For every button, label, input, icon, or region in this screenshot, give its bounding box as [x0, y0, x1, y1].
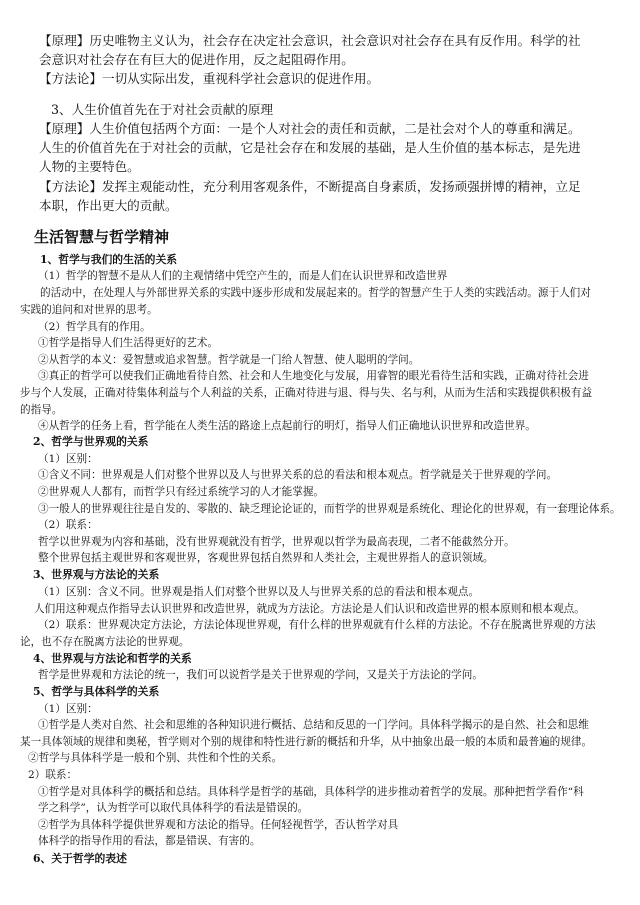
section-heading-2: 2、哲学与世界观的关系 [33, 435, 149, 448]
sec3-line-5: 本职，作出更大的贡献。 [39, 198, 178, 213]
body-line: 学之科学”，认为哲学可以取代具体科学的看法是错误的。 [38, 802, 309, 814]
body-line: ①哲学是对具体科学的概括和总结。具体科学是哲学的基础，具体科学的进步推动着哲学的发展。那种把哲学看作“科 [38, 786, 584, 798]
sec3-line-4: 【方法论】发挥主观能动性，充分利用客观条件，不断提高自身素质，发扬顽强拼博的精神，立足 [39, 179, 581, 194]
body-line: 步与个人发展，正确对待集体利益与个人利益的关系，正确对待进与退、得与失、名与利，从而为生活和实践提供积极有益 [20, 387, 593, 399]
section-heading-1: 1、哲学与我们的生活的关系 [40, 253, 178, 266]
body-line: 哲学是世界观和方法论的统一，我们可以说哲学是关于世界观的学问，又是关于方法论的学问。 [38, 669, 483, 681]
sec3-line-1: 【原理】人生价值包括两个方面：一是个人对社会的责任和贡献，二是社会对个人的尊重和满足。 [39, 121, 581, 136]
body-line: ②世界观人人都有，而哲学只有经过系统学习的人才能掌握。 [38, 486, 325, 498]
body-line: ②从哲学的本义：爱智慧或追求智慧。哲学就是一门给人智慧、使人聪明的学问。 [38, 354, 420, 366]
body-line: 的指导。 [20, 404, 63, 416]
principle-line-2: 会意识对社会存在有巨大的促进作用，反之起阻碍作用。 [39, 52, 354, 67]
body-line: ①哲学是指导人们生活得更好的艺术。 [38, 337, 219, 349]
body-line: 某一具体领域的规律和奥秘，哲学则对个别的规律和特性进行新的概括和升华，从中抽象出最一般的本质和最普遍的规律。 [20, 736, 593, 748]
section-3-heading: 3、人生价值首先在于对社会贡献的原理 [51, 102, 274, 117]
body-line: （2）哲学具有的作用。 [38, 321, 151, 333]
sec3-line-3: 人物的主要特色。 [39, 159, 140, 174]
body-line: 人们用这种观点作指导去认识世界和改造世界，就成为方法论。方法论是人们认识和改造世界的根本原则和根本观点。 [34, 603, 585, 615]
body-line: ③一般人的世界观往往是自发的、零散的、缺乏理论论证的，而哲学的世界观是系统化、理论化的世界观，有一套理论体系。 [38, 503, 621, 515]
section-heading-5: 5、哲学与具体科学的关系 [33, 685, 160, 698]
body-line: 哲学以世界观为内容和基础，没有世界观就没有哲学，世界观以哲学为最高表现，二者不能截然分开。 [38, 536, 515, 548]
body-line: 整个世界包括主观世界和客观世界，客观世界包括自然界和人类社会，主观世界指人的意识领域。 [38, 552, 494, 564]
page-title: 生活智慧与哲学精神 [34, 228, 170, 246]
sec3-line-2: 人生的价值首先在于对社会的贡献，它是社会存在和发展的基础，是人生价值的基本标志，是先进 [39, 140, 581, 155]
body-line: （2）联系：世界观决定方法论，方法论体现世界观，有什么样的世界观就有什么样的方法论。不存在脱离世界观的方法 [38, 619, 596, 631]
body-line: ①哲学是人类对自然、社会和思维的各种知识进行概括、总结和反思的一门学问。具体科学揭示的是自然、社会和思维 [38, 719, 589, 731]
body-line: ②哲学与具体科学是一般和个别、共性和个性的关系。 [28, 752, 283, 764]
body-line: ②哲学为具体科学提供世界观和方法论的指导。任何轻视哲学，否认哲学对具 [38, 819, 399, 831]
section-heading-4: 4、世界观与方法论和哲学的关系 [33, 652, 192, 665]
body-line: （2）联系： [38, 519, 98, 531]
body-line: ①含义不同：世界观是人们对整个世界以及人与世界关系的总的看法和根本观点。哲学就是关于世界观的学问。 [38, 469, 558, 481]
body-line: 体科学的指导作用的看法，都是错误、有害的。 [38, 835, 261, 847]
section-heading-3: 3、世界观与方法论的关系 [33, 568, 160, 581]
body-line: 论，也不存在脱离方法论的世界观。 [20, 636, 190, 648]
principle-line-1: 【原理】历史唯物主义认为，社会存在决定社会意识，社会意识对社会存在具有反作用。科学的社 [39, 33, 581, 48]
body-line: 实践的追问和对世界的思考。 [20, 304, 158, 316]
body-line: （1）区别： [38, 703, 98, 715]
body-line: 2）联系： [28, 769, 78, 781]
section-heading-6: 6、关于哲学的表述 [33, 852, 127, 865]
body-line: （1）区别： [38, 453, 98, 465]
body-line: ④从哲学的任务上看，哲学能在人类生活的路途上点起前行的明灯，指导人们正确地认识世界和改造世界。 [38, 420, 536, 432]
body-line: ③真正的哲学可以使我们正确地看待自然、社会和人生地变化与发展，用睿智的眼光看待生活和实践，正确对待社会进 [38, 370, 589, 382]
method-line: 【方法论】一切从实际出发，重视科学社会意识的促进作用。 [39, 71, 380, 86]
body-line: 的活动中，在处理人与外部世界关系的实践中逐步形成和发展起来的。哲学的智慧产生于人类的实践活动。源于人们对 [40, 287, 591, 299]
body-line: （1）哲学的智慧不是从人们的主观情绪中凭空产生的，而是人们在认识世界和改造世界 [38, 270, 448, 282]
body-line: （1）区别：含义不同。世界观是指人们对整个世界以及人与世界关系的总的看法和根本观点。 [38, 586, 480, 598]
